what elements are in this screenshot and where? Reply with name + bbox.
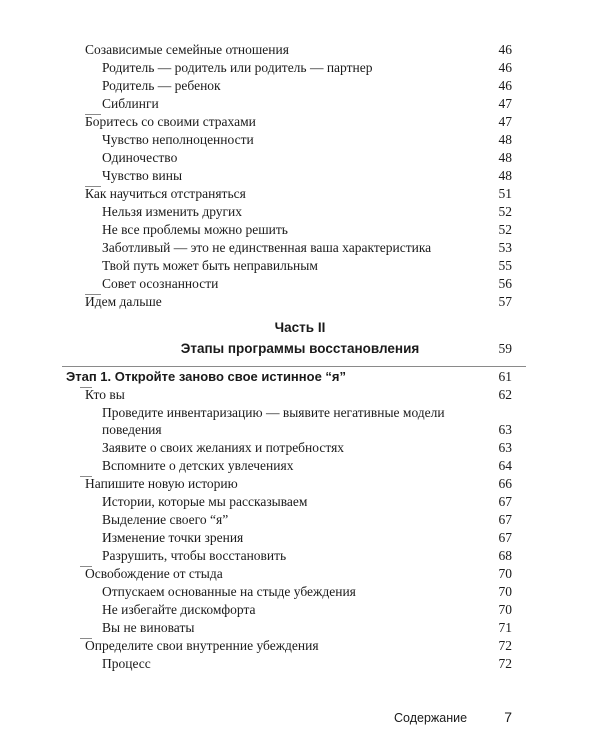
toc-entry-title: Разрушить, чтобы восстановить — [102, 548, 287, 563]
toc-entry-title: Не все проблемы можно решить — [102, 222, 288, 237]
toc-entry-page: 72 — [498, 638, 512, 653]
toc-entry-level2 — [0, 167, 600, 185]
toc-entry-title: Как научиться отстраняться — [85, 186, 246, 201]
toc-entry-level2 — [0, 221, 600, 239]
toc-entry-title: Одиночество — [102, 150, 178, 165]
toc-entry-title: Чувство вины — [102, 168, 183, 183]
toc-entry-title: Процесс — [102, 656, 151, 671]
toc-entry-page: 53 — [498, 240, 512, 255]
toc-entry-title: Твой путь может быть неправильным — [102, 258, 318, 273]
toc-entry-page: 70 — [498, 566, 512, 581]
toc-entry-title: поведения — [102, 422, 162, 437]
toc-entry-level1 — [0, 293, 600, 311]
toc-entry-title: Выделение своего “я” — [102, 512, 229, 527]
toc-entry-level2 — [0, 203, 600, 221]
toc-entry-level1 — [0, 185, 600, 203]
toc-entry-level2 — [0, 493, 600, 511]
toc-entry-page: 48 — [498, 168, 512, 183]
toc-entry-level1 — [0, 475, 600, 493]
toc-entry-page: 66 — [498, 476, 512, 491]
toc-entry-level1 — [0, 386, 600, 404]
toc-entry-page: 70 — [498, 584, 512, 599]
toc-entry-title: Вспомните о детских увлечениях — [102, 458, 294, 473]
part-title: Этапы программы восстановления — [180, 341, 420, 356]
toc-entry-title: Определите свои внутренние убеждения — [85, 638, 319, 653]
toc-entry-level2 — [0, 619, 600, 637]
part-label: Часть II — [274, 320, 326, 335]
toc-entry-page: 57 — [498, 294, 512, 309]
toc-entry-page: 56 — [498, 276, 512, 291]
toc-entry-page: 70 — [498, 602, 512, 617]
toc-entry-title: Не избегайте дискомфорта — [102, 602, 256, 617]
toc-entry-title: Совет осознанности — [102, 276, 219, 291]
toc-entry-page: 55 — [498, 258, 512, 273]
toc-entry-level1 — [0, 113, 600, 131]
toc-entry-title: Напишите новую историю — [85, 476, 238, 491]
part-page: 59 — [498, 341, 512, 356]
toc-entry-level1 — [0, 565, 600, 583]
toc-entry-level2 — [0, 439, 600, 457]
toc-entry-level2 — [0, 655, 600, 673]
toc-entry-level1 — [0, 637, 600, 655]
toc-entry-title: Вы не виноваты — [102, 620, 195, 635]
toc-entry-page: 46 — [498, 78, 512, 93]
toc-entry-page: 48 — [498, 150, 512, 165]
toc-entry-level2 — [0, 529, 600, 547]
toc-entry-page: 46 — [498, 60, 512, 75]
toc-entry-title: Истории, которые мы рассказываем — [102, 494, 308, 509]
toc-entry-page: 67 — [498, 512, 512, 527]
toc-entry-page: 52 — [498, 222, 512, 237]
stage-page: 61 — [498, 369, 512, 384]
toc-entry-title: Заявите о своих желаниях и потребностях — [102, 440, 345, 455]
toc-entry-title: Сиблинги — [102, 96, 159, 111]
toc-entry-page: 72 — [498, 656, 512, 671]
toc-entry-page: 63 — [498, 440, 512, 455]
toc-entry-level2 — [0, 131, 600, 149]
toc-entry-title: Изменение точки зрения — [102, 530, 244, 545]
toc-entry-page: 46 — [498, 42, 512, 57]
toc-entry-title: Проведите инвентаризацию — выявите негативные модели — [102, 405, 445, 420]
toc-entry-level2 — [0, 77, 600, 95]
toc-entry-title: Боритесь со своими страхами — [85, 114, 256, 129]
toc-entry-title: Родитель — родитель или родитель — партнер — [102, 60, 373, 75]
page-number: 7 — [504, 709, 512, 725]
toc-entry-page: 62 — [498, 387, 512, 402]
toc-entry-title: Кто вы — [85, 387, 125, 402]
toc-entry-level2 — [0, 149, 600, 167]
toc-entry-level2 — [0, 239, 600, 257]
toc-entry-page: 67 — [498, 530, 512, 545]
toc-entry-page: 63 — [498, 422, 512, 437]
toc-entry-level2 — [0, 547, 600, 565]
stage-rule — [62, 366, 526, 367]
toc-entry-level2-continued — [0, 421, 600, 439]
toc-entry-title: Нельзя изменить других — [102, 204, 243, 219]
toc-entry-level2 — [0, 95, 600, 113]
toc-stage-entry — [0, 368, 600, 386]
toc-entry-title: Созависимые семейные отношения — [85, 42, 289, 57]
toc-entry-title: Освобождение от стыда — [85, 566, 223, 581]
toc-entry-level2 — [0, 404, 600, 422]
toc-entry-level2 — [0, 257, 600, 275]
toc-entry-page: 51 — [498, 186, 512, 201]
toc-entry-page: 64 — [498, 458, 512, 473]
toc-entry-page: 68 — [498, 548, 512, 563]
running-footer-label: Содержание — [394, 711, 468, 725]
toc-entry-page: 48 — [498, 132, 512, 147]
toc-entry-page: 47 — [498, 96, 512, 111]
toc-entry-title: Идем дальше — [85, 294, 162, 309]
toc-entry-level2 — [0, 457, 600, 475]
toc-entry-title: Отпускаем основанные на стыде убеждения — [102, 584, 356, 599]
stage-title: Этап 1. Откройте заново свое истинное “я” — [66, 369, 347, 384]
toc-entry-page: 52 — [498, 204, 512, 219]
toc-entry-level2 — [0, 511, 600, 529]
toc-entry-page: 71 — [498, 620, 512, 635]
toc-entry-page: 67 — [498, 494, 512, 509]
toc-entry-level2 — [0, 601, 600, 619]
toc-entry-title: Чувство неполноценности — [102, 132, 254, 147]
toc-entry-title: Родитель — ребенок — [102, 78, 221, 93]
toc-entry-title: Заботливый — это не единственная ваша характеристика — [102, 240, 432, 255]
toc-entry-level2 — [0, 59, 600, 77]
toc-entry-level2 — [0, 583, 600, 601]
toc-entry-level1 — [0, 41, 600, 59]
toc-entry-page: 47 — [498, 114, 512, 129]
toc-entry-level2 — [0, 275, 600, 293]
